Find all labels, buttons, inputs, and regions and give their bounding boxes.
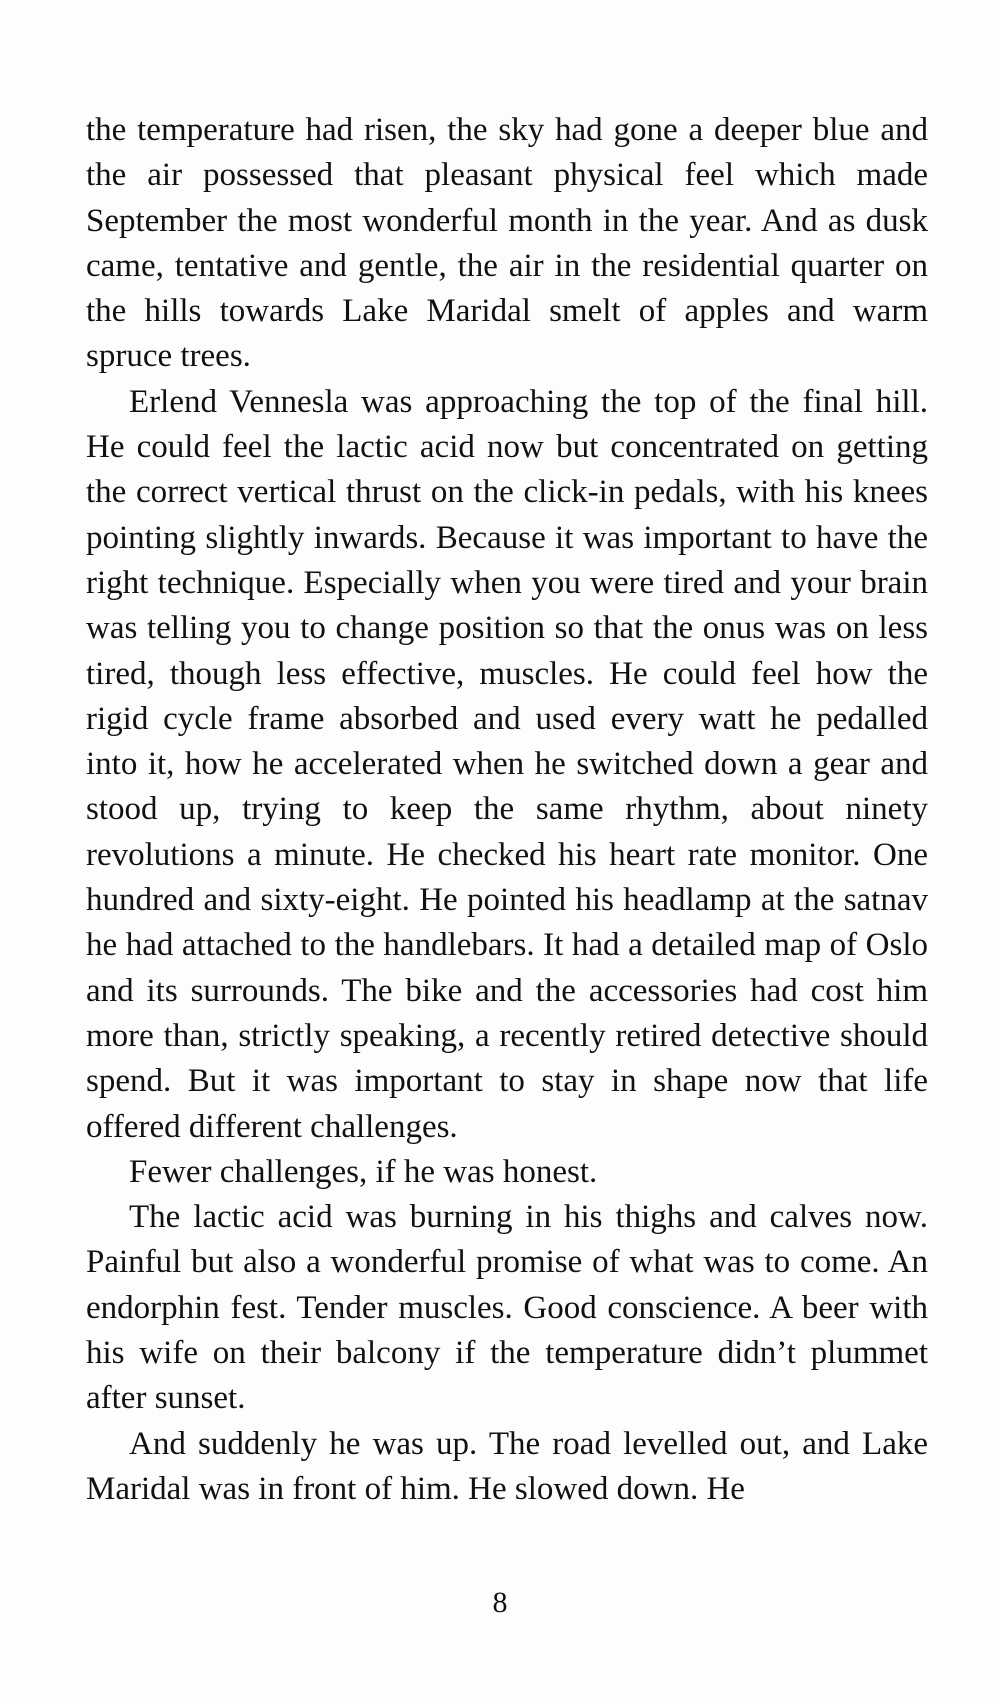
paragraph-continuation: the temperature had risen, the sky had gone a deeper blue and the air possessed that pleasant physical feel which made September the most wonderful month in the year. And as dusk came, tentative and gentle, the air in the residential quarter on the hills towards Lake Maridal smelt of apples and warm spruce trees. [86, 112, 928, 375]
page-number: 8 [492, 1586, 508, 1619]
paragraph-lactic-acid: The lactic acid was burning in his thighs and calves now. Painful but also a wonderful promise of what was to come. An endorphin fest. Tender muscles. Good conscience. A beer with his wife on their balcony if the temperature didn’t plummet after sunset. [86, 1199, 928, 1417]
paragraph-fewer-challenges: Fewer challenges, if he was honest. [129, 1153, 598, 1190]
body-text [86, 108, 928, 1512]
paragraph-suddenly-up: And suddenly he was up. The road levelled out, and Lake Maridal was in front of him. He slowed down. He [86, 1425, 928, 1507]
paragraph-erlend-cycling: Erlend Vennesla was approaching the top of the final hill. He could feel the lactic acid now but concentrated on getting the correct vertical thrust on the click-in pedals, with his knees pointing slightly inwards. Because it was important to have the right technique. Especially when you were tired and your brain was telling you to change position so that the onus was on less tired, though less effective, muscles. He could feel how the rigid cycle frame absorbed and used every watt he pedalled into it, how he accelerated when he switched down a gear and stood up, trying to keep the same rhythm, about ninety revolutions a minute. He checked his heart rate monitor. One hundred and sixty-eight. He pointed his headlamp at the satnav he had attached to the handlebars. It had a detailed map of Oslo and its surrounds. The bike and the accessories had cost him more than, strictly speaking, a recently retired detective should spend. But it was important to stay in shape now that life offered different challenges. [86, 383, 928, 1145]
